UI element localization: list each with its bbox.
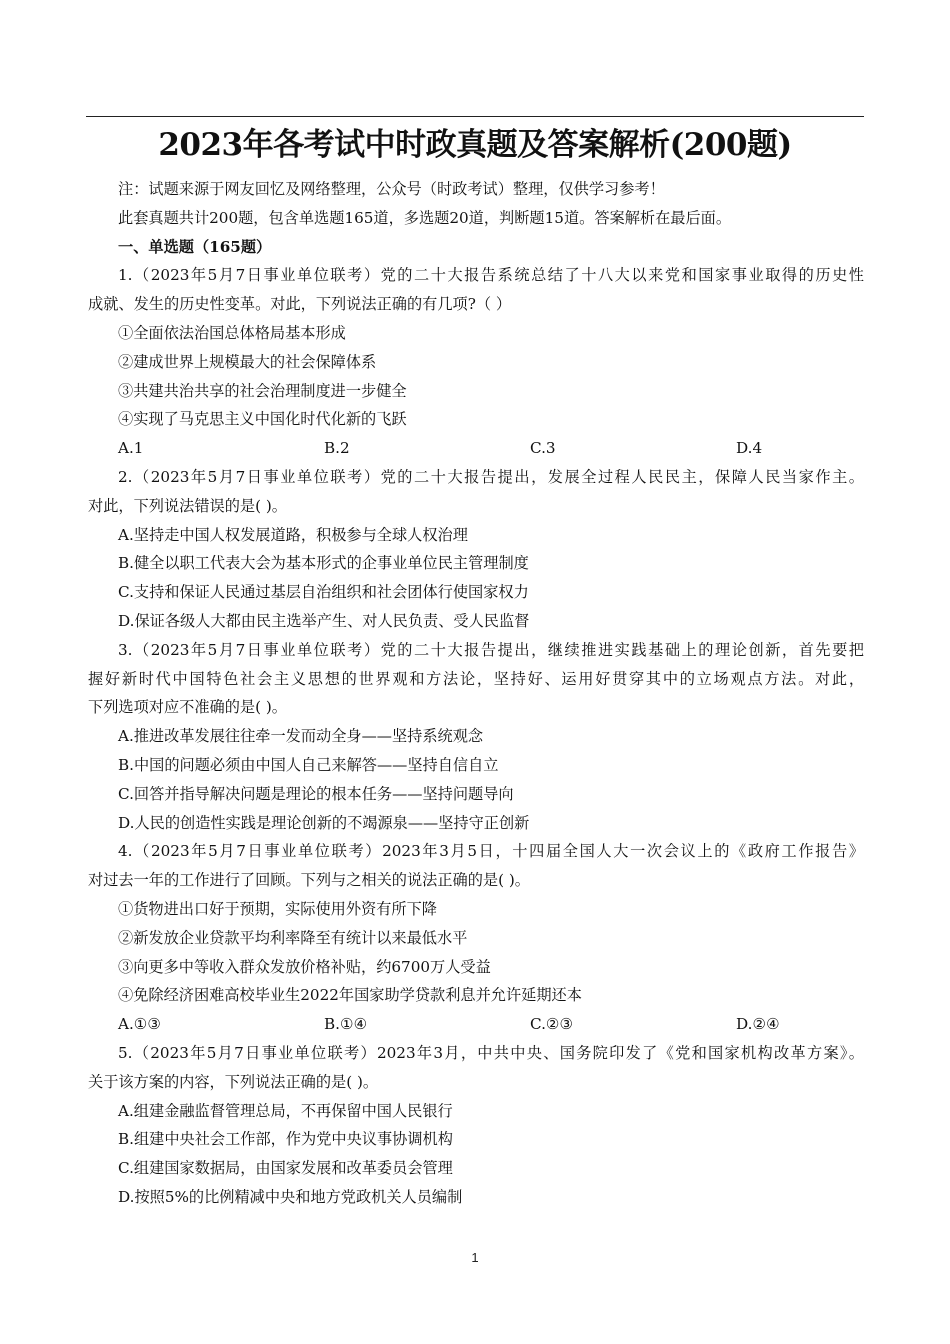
question-statement: ④实现了马克思主义中国化时代化新的飞跃 [118,410,407,429]
question-statement: ③向更多中等收入群众发放价格补贴，约6700万人受益 [118,957,491,976]
question-4 [88,837,864,1039]
question-text-line: 关于该方案的内容，下列说法正确的是( )。 [88,1072,379,1091]
option-c: C.回答并指导解决问题是理论的根本任务——坚持问题导向 [118,784,514,803]
option-d: D.按照5%的比例精减中央和地方党政机关人员编制 [118,1187,463,1206]
question-text-line: 握好新时代中国特色社会主义思想的世界观和方法论，坚持好、运用好贯穿其中的立场观点方法。对此， [88,669,864,688]
choice-a: A.①③ [118,1015,162,1034]
page-title: 2023年各考试中时政真题及答案解析(200题) [158,127,792,163]
option-a: A.组建金融监督管理总局，不再保留中国人民银行 [118,1101,453,1120]
option-b: B.中国的问题必须由中国人自己来解答——坚持自信自立 [118,755,499,774]
option-d: D.人民的创造性实践是理论创新的不竭源泉——坚持守正创新 [118,813,530,832]
option-a: A.推进改革发展往往牵一发而动全身——坚持系统观念 [118,727,484,746]
section-heading: 一、单选题（165题） [118,237,272,256]
question-statement: ③共建共治共享的社会治理制度进一步健全 [118,381,407,400]
option-c: C.组建国家数据局，由国家发展和改革委员会管理 [118,1159,453,1178]
question-text-line: 2.（2023年5月7日事业单位联考）党的二十大报告提出，发展全过程人民民主，保障人民当家作主。 [118,467,864,486]
choice-d: D.4 [736,439,763,458]
question-statement: ④免除经济困难高校毕业生2022年国家助学贷款利息并允许延期还本 [118,986,582,1005]
note-text: 注：试题来源于网友回忆及网络整理，公众号（时政考试）整理，仅供学习参考！ [118,180,665,198]
choice-a: A.1 [118,439,144,458]
question-statement: ②新发放企业贷款平均利率降至有统计以来最低水平 [118,928,468,947]
choice-b: B.2 [324,439,350,458]
question-text-line: 4.（2023年5月7日事业单位联考）2023年3月5日，十四届全国人大一次会议上的《政府工作报告》 [118,842,864,861]
summary-text: 此套真题共计200题，包含单选题165道，多选题20道，判断题15道。答案解析在最后面。 [118,208,732,227]
option-b: B.组建中央社会工作部，作为党中央议事协调机构 [118,1130,453,1149]
question-text-line: 1.（2023年5月7日事业单位联考）党的二十大报告系统总结了十八大以来党和国家事业取得的历史性 [118,266,864,285]
option-c: C.支持和保证人民通过基层自治组织和社会团体行使国家权力 [118,583,529,602]
choice-c: C.3 [530,439,556,458]
question-1 [88,261,864,463]
question-statement: ②建成世界上规模最大的社会保障体系 [118,352,377,371]
choice-b: B.①④ [324,1015,368,1034]
answer-choices [88,1010,864,1039]
question-2 [88,463,864,636]
question-text-line: 下列选项对应不准确的是( )。 [88,698,287,717]
question-text-line: 5.（2023年5月7日事业单位联考）2023年3月，中共中央、国务院印发了《党和国家机构改革方案》。 [118,1043,864,1062]
question-statement: ①全面依法治国总体格局基本形成 [118,323,346,342]
answer-choices [88,434,864,463]
choice-d: D.②④ [736,1015,780,1034]
document-body [88,175,864,1212]
header-rule [86,116,864,117]
option-a: A.坚持走中国人权发展道路，积极参与全球人权治理 [118,525,468,544]
option-b: B.健全以职工代表大会为基本形式的企事业单位民主管理制度 [118,554,529,573]
question-text-line: 对此，下列说法错误的是( )。 [88,496,287,515]
question-5 [88,1039,864,1212]
question-text-line: 对过去一年的工作进行了回顾。下列与之相关的说法正确的是( )。 [88,871,530,890]
option-d: D.保证各级人大都由民主选举产生、对人民负责、受人民监督 [118,611,530,630]
question-statement: ①货物进出口好于预期，实际使用外资有所下降 [118,899,437,918]
question-text-line: 成就、发生的历史性变革。对此，下列说法正确的有几项?（ ） [88,295,512,314]
choice-c: C.②③ [530,1015,574,1034]
question-text-line: 3.（2023年5月7日事业单位联考）党的二十大报告提出，继续推进实践基础上的理论创新，首先要把 [118,640,864,659]
question-3 [88,636,864,838]
page-number: 1 [471,1250,479,1265]
